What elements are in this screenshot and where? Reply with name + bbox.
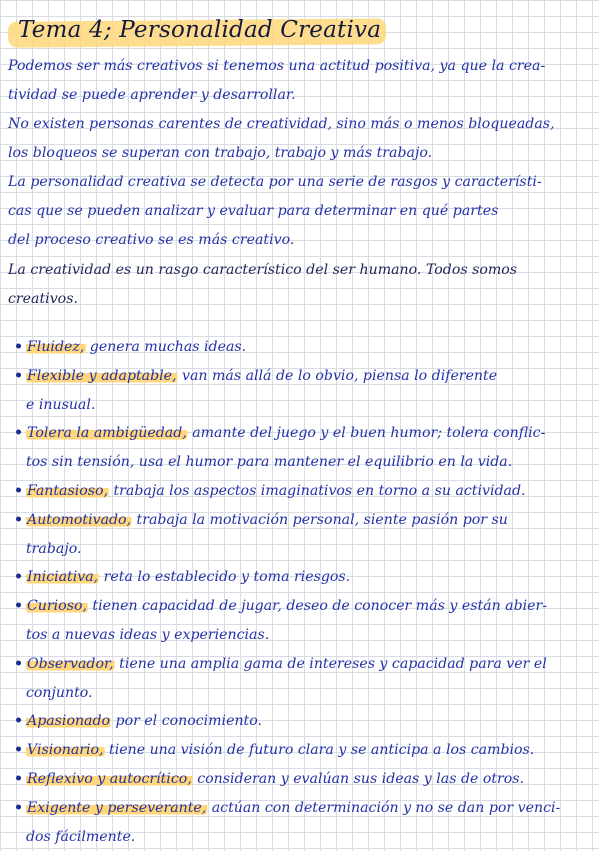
intro-paragraph (8, 52, 586, 255)
title-block (8, 14, 388, 50)
trait-term: Fantasioso, (26, 482, 108, 499)
statement-line: La creatividad es un rasgo característico del ser humano. Todos somos (8, 262, 518, 278)
intro-line: La personalidad creativa se detecta por una serie de rasgos y característi- (8, 174, 542, 190)
trait-description: van más allá de lo obvio, piensa lo diferente (177, 367, 498, 384)
intro-line: cas que se pueden analizar y evaluar para determinar en qué partes (8, 203, 499, 219)
trait-description: trabaja la motivación personal, siente pasión por su (132, 511, 508, 528)
trait-line (26, 765, 587, 794)
page-title: Tema 4; Personalidad Creativa (18, 17, 382, 43)
intro-line: Podemos ser más creativos si tenemos una actitud positiva, ya que la crea- (8, 58, 546, 74)
trait-line (26, 650, 587, 679)
trait-description: actúan con determinación y no se dan por venci- (207, 799, 561, 816)
trait-term: Tolera la ambigüedad, (26, 425, 187, 442)
trait-line (26, 477, 587, 506)
trait-continuation: trabajo. (26, 540, 82, 557)
trait-description: por el conocimiento. (111, 713, 262, 730)
trait-item (14, 707, 589, 736)
trait-description: reta lo establecido y toma riesgos. (99, 569, 351, 586)
trait-item (14, 362, 589, 420)
bullet-icon: • (14, 339, 24, 355)
bullet-icon: • (14, 598, 24, 615)
trait-term: Apasionado (26, 713, 111, 730)
trait-line (26, 794, 587, 823)
trait-item (14, 333, 589, 362)
trait-term: Observador, (26, 655, 114, 672)
traits-list (14, 333, 589, 851)
trait-term: Exigente y perseverante, (26, 799, 207, 816)
trait-item (14, 563, 589, 592)
trait-term: Automotivado, (26, 511, 132, 528)
trait-continuation: tos a nuevas ideas y experiencias. (26, 626, 270, 643)
trait-description: amante del juego y el buen humor; tolera conflic- (187, 425, 546, 442)
trait-item (14, 794, 589, 851)
trait-description: tienen capacidad de jugar, deseo de conocer más y están abier- (87, 598, 548, 615)
trait-line (26, 333, 587, 362)
trait-description: trabaja los aspectos imaginativos en torno a su actividad. (108, 482, 526, 499)
trait-line (26, 707, 587, 736)
trait-item (14, 736, 589, 765)
trait-continuation: e inusual. (26, 396, 96, 413)
trait-item (14, 506, 589, 564)
trait-description: tiene una visión de futuro clara y se anticipa a los cambios. (104, 742, 535, 759)
trait-continuation: conjunto. (26, 684, 93, 701)
intro-line: No existen personas carentes de creatividad, sino más o menos bloqueadas, (8, 116, 555, 132)
trait-description: genera muchas ideas. (85, 339, 247, 355)
trait-description: tiene una amplia gama de intereses y capacidad para ver el (114, 655, 547, 672)
trait-term: Fluidez, (26, 339, 85, 355)
trait-item (14, 650, 589, 708)
trait-line (26, 592, 587, 621)
bullet-icon: • (14, 770, 24, 787)
bullet-icon: • (14, 713, 24, 730)
trait-item (14, 592, 589, 650)
trait-item (14, 477, 589, 506)
bullet-icon: • (14, 482, 24, 499)
trait-description: consideran y evalúan sus ideas y las de otros. (192, 770, 525, 787)
trait-item (14, 765, 589, 794)
bullet-icon: • (14, 367, 24, 384)
trait-term: Curioso, (26, 598, 87, 615)
trait-term: Iniciativa, (26, 569, 99, 586)
trait-line (26, 419, 587, 448)
trait-term: Flexible y adaptable, (26, 367, 177, 384)
bullet-icon: • (14, 569, 24, 586)
intro-line: tividad se puede aprender y desarrollar. (8, 87, 296, 103)
trait-continuation: dos fácilmente. (26, 828, 136, 845)
trait-line (26, 506, 587, 535)
trait-line (26, 362, 587, 391)
intro-line: los bloqueos se superan con trabajo, trabajo y más trabajo. (8, 145, 433, 161)
bullet-icon: • (14, 742, 24, 759)
bullet-icon: • (14, 799, 24, 816)
bullet-icon: • (14, 511, 24, 528)
statement-line: creativos. (8, 291, 78, 307)
intro-line: del proceso creativo se es más creativo. (8, 232, 295, 248)
bullet-icon: • (14, 425, 24, 442)
trait-term: Visionario, (26, 742, 104, 759)
trait-item (14, 419, 589, 477)
bullet-icon: • (14, 655, 24, 672)
trait-line (26, 736, 587, 765)
trait-continuation: tos sin tensión, usa el humor para mantener el equilibrio en la vida. (26, 454, 513, 471)
trait-term: Reflexivo y autocrítico, (26, 770, 192, 787)
statement-paragraph (8, 256, 586, 314)
trait-line (26, 563, 587, 592)
